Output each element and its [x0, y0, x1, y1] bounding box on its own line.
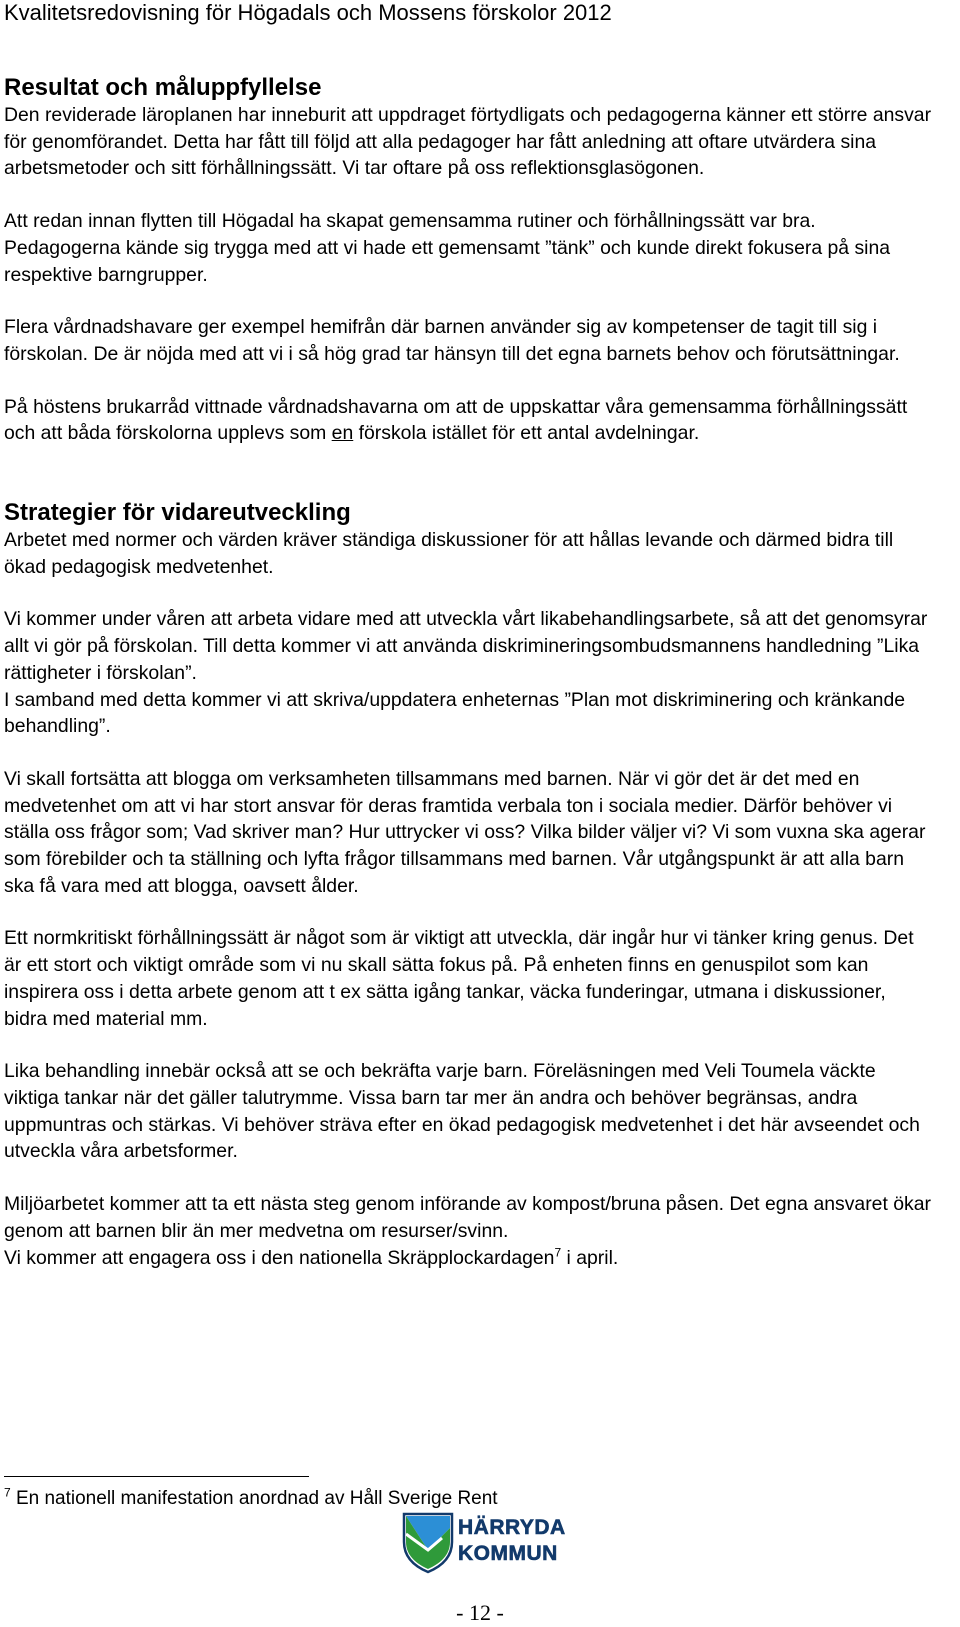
- footnote-text: En nationell manifestation anordnad av Håll Sverige Rent: [10, 1488, 498, 1509]
- paragraph-text: i april.: [561, 1246, 619, 1269]
- paragraph: Vi kommer under våren att arbeta vidare med att utveckla vårt likabehandlingsarbete, så att det genomsyrar allt vi gör på förskolan. Till detta kommer vi att använda diskrimineringsombudsmannens handledning ”Lika rättigheter i förskolan”.: [4, 608, 928, 684]
- paragraph: Ett normkritiskt förhållningssätt är något som är viktigt att utveckla, där ingår hur vi tänker kring genus. Det är ett stort och viktigt område som vi nu skall sätta fokus på. På enheten finns en genuspilot som kan inspirera oss i detta arbete genom att t ex sätta igång tankar, väcka funderingar, utmana i diskussioner, bidra med material mm.: [4, 927, 914, 1030]
- underlined-word: en: [331, 422, 354, 445]
- paragraph-text: På höstens brukarråd vittnade vårdnadshavarna om att de uppskattar våra gemensamma förhållningssätt och att båda förskolorna upplevs som: [4, 395, 908, 445]
- paragraph: Arbetet med normer och värden kräver ständiga diskussioner för att hållas levande och därmed bidra till ökad pedagogisk medvetenhet.: [4, 529, 894, 578]
- paragraph: [4, 1245, 934, 1272]
- harryda-kommun-logo: [402, 1512, 566, 1574]
- paragraph-text: förskola istället för ett antal avdelningar.: [353, 422, 700, 445]
- section-heading-results: Resultat och måluppfyllelse: [4, 74, 322, 101]
- logo-wordmark: [458, 1515, 566, 1567]
- paragraph: I samband med detta kommer vi att skriva/uppdatera enheternas ”Plan mot diskriminering och kränkande behandling”.: [4, 688, 906, 738]
- page-header-title: Kvalitetsredovisning för Högadals och Mossens förskolor 2012: [4, 0, 612, 25]
- footnote-reference[interactable]: 7: [554, 1245, 562, 1260]
- paragraph: Att redan innan flytten till Högadal ha skapat gemensamma rutiner och förhållningssätt var bra. Pedagogerna kände sig trygga med att vi hade ett gemensamt ”tänk” och kunde direkt fokusera på sina respektive barngrupper.: [4, 210, 891, 286]
- page-number: - 12 -: [456, 1600, 504, 1625]
- logo-line: HÄRRYDA: [458, 1516, 566, 1539]
- paragraph-text: Vi kommer att engagera oss i den nationella Skräpplockardagen: [4, 1246, 555, 1269]
- paragraph: [4, 394, 934, 447]
- footnote: [4, 1487, 498, 1511]
- document-body: [4, 74, 934, 1271]
- section-heading-strategies: Strategier för vidareutveckling: [4, 499, 351, 527]
- footnote-number: 7: [4, 1485, 11, 1500]
- paragraph: Lika behandling innebär också att se och bekräfta varje barn. Föreläsningen med Veli Toumela väckte viktiga tankar när det gäller talutrymme. Vissa barn tar mer än andra och behöver begränsas, andra uppmuntras och stärkas. Vi behöver sträva efter en ökad pedagogisk medvetenhet i det här avseendet och utveckla våra arbetsformer.: [4, 1060, 920, 1163]
- logo-line: KOMMUN: [458, 1542, 558, 1565]
- paragraph: Vi skall fortsätta att blogga om verksamheten tillsammans med barnen. När vi gör det är det med en medvetenhet om att vi har stort ansvar för deras framtida verbala ton i sociala medier. Därför behöver vi ställa oss frågor som; Vad skriver man? Hur uttrycker vi oss? Vilka bilder väljer vi? Vi som vuxna ska agerar som förebilder och ta ställning och lyfta frågor tillsammans med barnen. Vår utgångspunkt är att alla barn ska få vara med att blogga, oavsett ålder.: [4, 767, 926, 897]
- paragraph: Miljöarbetet kommer att ta ett nästa steg genom införande av kompost/bruna påsen. Det egna ansvaret ökar genom att barnen blir än mer medvetna om resurser/svinn.: [4, 1193, 931, 1242]
- footnote-separator: [4, 1476, 309, 1477]
- paragraph: Flera vårdnadshavare ger exempel hemifrån där barnen använder sig av kompetenser de tagit till sig i förskolan. De är nöjda med att vi i så hög grad tar hänsyn till det egna barnets behov och förutsättningar.: [4, 316, 900, 365]
- paragraph: Den reviderade läroplanen har inneburit att uppdraget förtydligats och pedagogerna känner ett större ansvar för genomförandet. Detta har fått till följd att alla pedagoger har fått anledning att oftare utvärdera sina arbetsmetoder och sitt förhållningssätt. Vi tar oftare på oss reflektionsglasögonen.: [4, 104, 932, 180]
- harryda-kommun-crest-icon: [402, 1512, 454, 1574]
